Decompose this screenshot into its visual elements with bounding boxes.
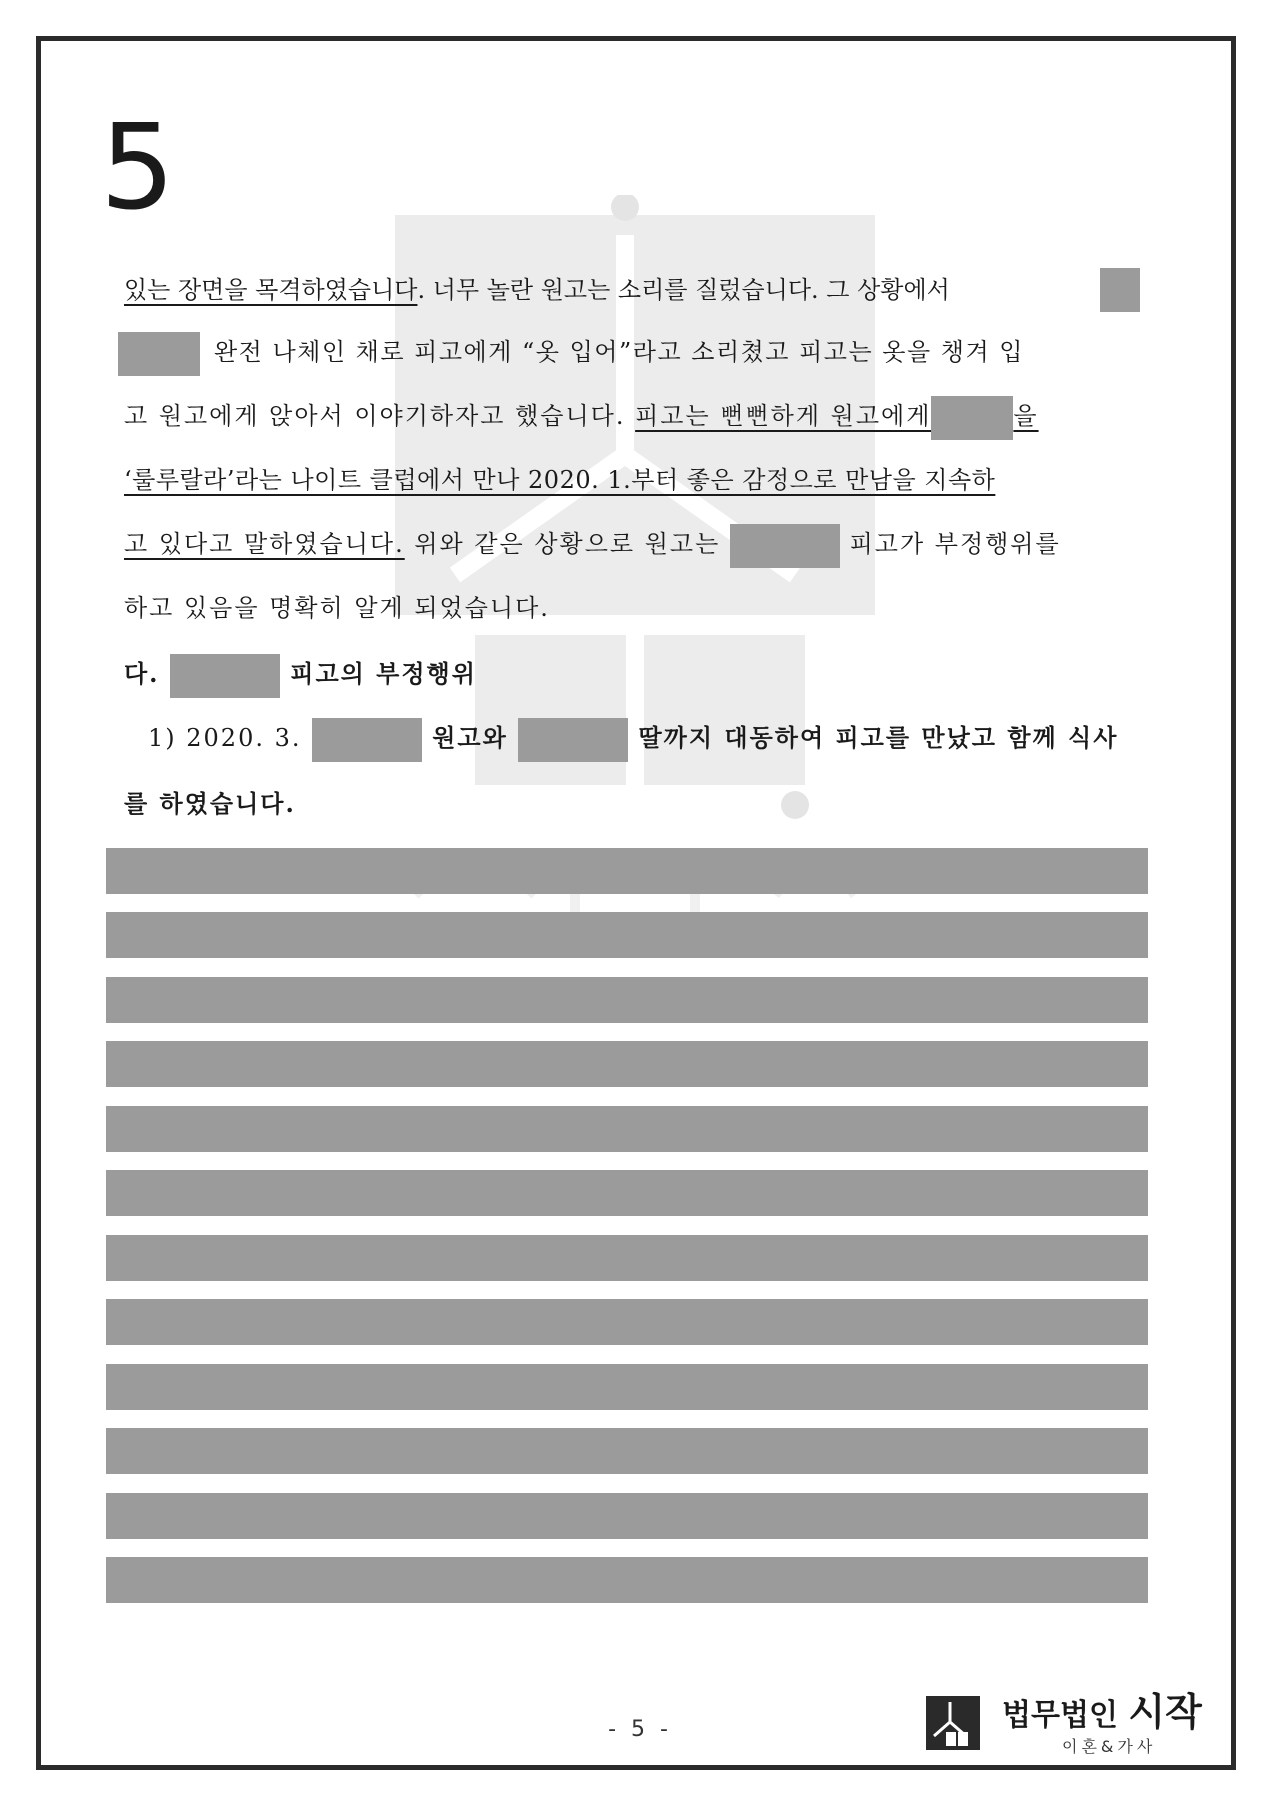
body-line-6 <box>124 586 1130 630</box>
footer-page-number: - 5 - <box>608 1717 672 1742</box>
body-text: 완전 나체인 채로 피고에게 “옷 입어”라고 소리쳤고 피고는 옷을 챙겨 입 <box>214 338 1024 366</box>
body-text: 위와 같은 상황으로 원고는 <box>414 530 721 558</box>
redacted-line <box>106 912 1148 958</box>
redacted-line <box>106 1428 1148 1474</box>
redaction-block <box>118 332 200 376</box>
redacted-line <box>106 977 1148 1023</box>
redacted-line <box>106 1235 1148 1281</box>
body-text: 하고 있음을 명확히 알게 되었습니다. <box>124 594 550 622</box>
redaction-block <box>1100 268 1140 312</box>
underlined-text: ‘룰루랄라’라는 나이트 클럽에서 만나 2020. 1.부터 좋은 감정으로 만남을 지속하 <box>124 466 996 494</box>
firm-name-prefix: 법무법인 <box>1002 1698 1118 1733</box>
redacted-line <box>106 1364 1148 1410</box>
redacted-line <box>106 1041 1148 1087</box>
section-heading <box>124 652 1130 696</box>
redaction-block <box>312 718 422 762</box>
body-line-3 <box>124 394 1130 438</box>
underlined-text: 을 <box>1013 402 1039 430</box>
redaction-block <box>170 654 280 698</box>
firm-logo <box>926 1692 1216 1756</box>
item-text: 원고와 <box>432 723 508 752</box>
redacted-line <box>106 1170 1148 1216</box>
page-number-large: 5 <box>100 98 176 236</box>
underlined-text: 고 있다고 말하였습니다. <box>124 530 405 558</box>
body-line-4 <box>124 458 1130 502</box>
redacted-line <box>106 848 1148 894</box>
redacted-line <box>106 1106 1148 1152</box>
body-text: . 너무 놀란 원고는 소리를 질렀습니다. 그 상황에서 <box>417 276 950 304</box>
firm-logo-icon <box>926 1696 980 1750</box>
body-line-2 <box>124 330 1130 374</box>
heading-text: 피고의 부정행위 <box>290 659 477 688</box>
redaction-block <box>931 396 1013 440</box>
firm-name-main: 시작 <box>1128 1690 1202 1734</box>
body-text: 고 원고에게 앉아서 이야기하자고 했습니다. <box>124 402 626 430</box>
firm-name <box>1002 1692 1202 1736</box>
underlined-text: 피고는 뻔뻔하게 원고에게 <box>635 402 932 430</box>
redaction-block <box>518 718 628 762</box>
list-item-1 <box>148 716 1130 760</box>
underlined-text: 있는 장면을 목격하였습니다 <box>124 276 418 304</box>
item-text: 딸까지 대동하여 피고를 만났고 함께 식사 <box>638 723 1119 752</box>
redacted-line <box>106 1557 1148 1603</box>
redacted-line <box>106 1299 1148 1345</box>
heading-prefix: 다. <box>124 659 160 688</box>
body-text: 피고가 부정행위를 <box>849 530 1061 558</box>
item-text: 를 하였습니다. <box>124 789 296 818</box>
list-item-1-continued <box>124 782 1130 826</box>
redacted-line <box>106 1493 1148 1539</box>
body-line-1 <box>124 268 1130 312</box>
item-number: 1) 2020. 3. <box>148 724 302 752</box>
body-line-5 <box>124 522 1130 566</box>
redaction-block <box>730 524 840 568</box>
firm-subtitle: 이혼&가사 <box>1062 1737 1157 1756</box>
